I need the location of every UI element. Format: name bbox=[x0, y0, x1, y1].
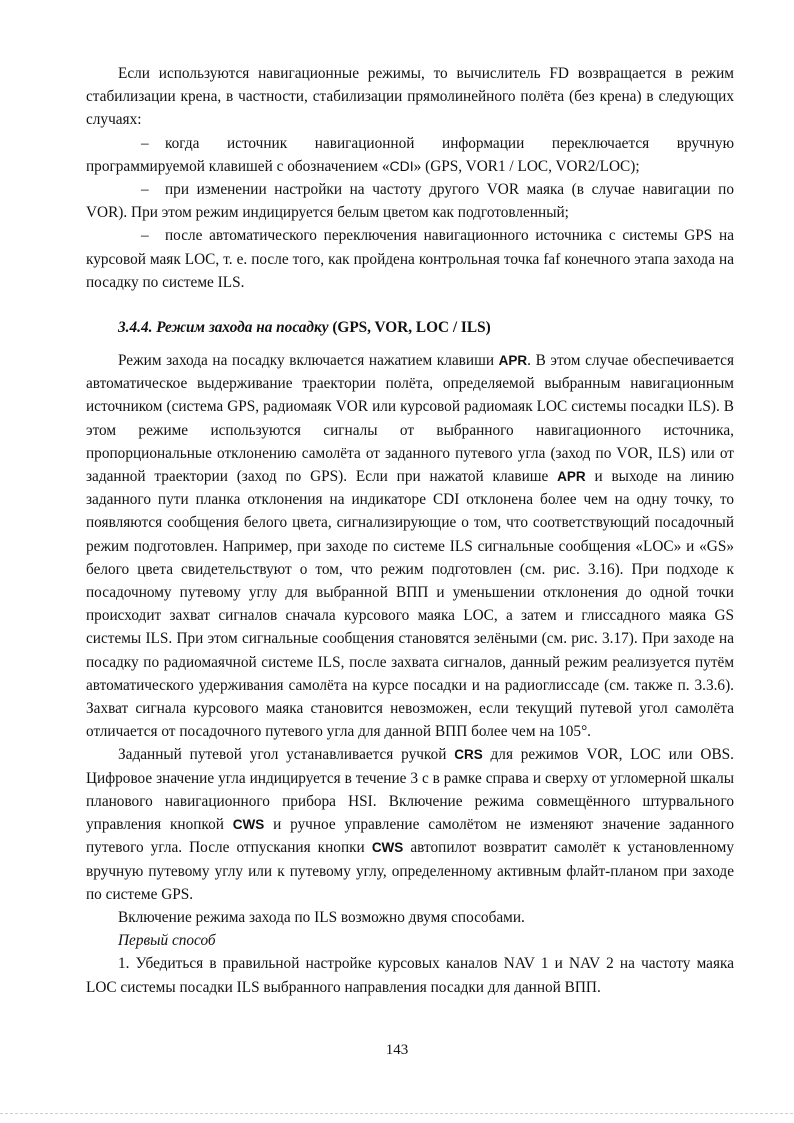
bullet-text: когда источник навигационной информации переключается вручную программируемой клавишей с обозначением « bbox=[86, 134, 734, 175]
paragraph-text: автопилот возвратит самолёт к установленному вручную путевому углу или к путевому углу, определенному активным флайт-планом при заходе по системе GPS. bbox=[86, 839, 734, 903]
intro-text: Если используются навигационные режимы, то вычислитель FD возвращается в режим стабилизации крена, в частности, стабилизации прямолинейного полёта (без крена) в следующих случаях: bbox=[86, 65, 734, 129]
bullet-item bbox=[86, 132, 734, 178]
approach-mode-paragraph bbox=[86, 349, 734, 743]
dash-marker: – bbox=[141, 134, 149, 152]
bullet-item bbox=[86, 178, 734, 224]
bullet-text: » (GPS, VOR1 / LOC, VOR2/LOC); bbox=[413, 157, 640, 175]
intro-paragraph bbox=[86, 62, 734, 132]
method-title bbox=[86, 929, 734, 952]
method-title-text: Первый способ bbox=[118, 932, 216, 950]
paragraph-text: и выходе на линию заданного пути планка отклонения на индикаторе CDI отклонена более чем на одну точку, то появляются сообщения белого цвета, сигнализирующие о том, что соответствующий посадочный режим подготовлен. Например, при заходе по системе ILS сигнальные сообщения «LOC» и «GS» белого цвета свидетельствуют о том, что режим подготовлен (см. рис. 3.16). При подходе к посадочному путевому углу для выбранной ВПП и уменьшении отклонения до одной точки происходит захват сигналов сначала курсового маяка LOC, а затем и глиссадного маяка GS системы ILS. При этом сигнальные сообщения становятся зелёными (см. рис. 3.17). При заходе на посадку по радиомаячной системе ILS, после захвата сигналов, данный режим реализуется путём автоматического удерживания самолёта на курсе посадки и на радиоглиссаде (см. также п. 3.3.6). Захват сигнала курсового маяка становится невозможен, если текущий путевой угол самолёта отличается от посадочного путевого угла для данной ВПП более чем на 105°. bbox=[86, 468, 734, 741]
section-heading bbox=[86, 316, 734, 339]
section-subtitle: (GPS, VOR, LOC / ILS) bbox=[328, 319, 491, 337]
step-text: 1. Убедиться в правильной настройке курсовых каналов NAV 1 и NAV 2 на частоту маяка LOC системы посадки ILS выбранного направления посадки для данной ВПП. bbox=[86, 955, 734, 996]
cdi-key-label: CDI bbox=[389, 157, 414, 174]
page-number: 143 bbox=[385, 1042, 409, 1058]
step-paragraph bbox=[86, 952, 734, 998]
bullet-item bbox=[86, 224, 734, 294]
bullet-text: при изменении настройки на частоту другого VOR маяка (в случае навигации по VOR). При этом режим индицируется белым цветом как подготовленный; bbox=[86, 181, 734, 222]
paragraph-text: Заданный путевой угол устанавливается ручкой bbox=[118, 746, 455, 764]
bottom-divider bbox=[0, 1113, 794, 1114]
dash-marker: – bbox=[141, 227, 149, 245]
page-body bbox=[86, 62, 734, 999]
apr-key-label: APR bbox=[557, 469, 586, 485]
paragraph-text: Режим захода на посадку включается нажатием клавиши bbox=[118, 352, 499, 370]
apr-key-label: APR bbox=[498, 353, 528, 369]
section-title: 3.4.4. Режим захода на посадку bbox=[118, 319, 329, 337]
paragraph-text: . В этом случае обеспечивается автоматическое выдерживание траектории полёта, определяемой выбранным навигационным источником (система GPS, радиомаяк VOR или курсовой радиомаяк LOC системы посадки ILS). В этом режиме используются сигналы от выбранного навигационного источника, пропорциональные отклонению самолёта от заданного путевого угла (заход по VOR, ILS) или от заданной траектории (заход по GPS). Если при нажатой клавише bbox=[86, 352, 734, 486]
paragraph-text: и ручное управление самолётом не изменяют значение заданного путевого угла. После отпускания кнопки bbox=[86, 816, 734, 857]
methods-intro-paragraph bbox=[86, 906, 734, 929]
cws-key-label: CWS bbox=[232, 817, 265, 833]
course-setting-paragraph bbox=[86, 743, 734, 905]
paragraph-text: для режимов VOR, LOC или OBS. Цифровое значение угла индицируется в течение 3 с в рамке справа и сверху от угломерной шкалы планового навигационного прибора HSI. Включение режима совмещённого штурвального управления кнопкой bbox=[86, 746, 734, 834]
bullet-text: после автоматического переключения навигационного источника с системы GPS на курсовой маяк LOC, т. е. после того, как пройдена контрольная точка faf конечного этапа захода на посадку по системе ILS. bbox=[86, 227, 734, 291]
dash-marker: – bbox=[141, 181, 149, 199]
paragraph-text: Включение режима захода по ILS возможно двумя способами. bbox=[118, 908, 525, 926]
cws-key-label: CWS bbox=[371, 840, 404, 856]
crs-key-label: CRS bbox=[454, 747, 483, 763]
